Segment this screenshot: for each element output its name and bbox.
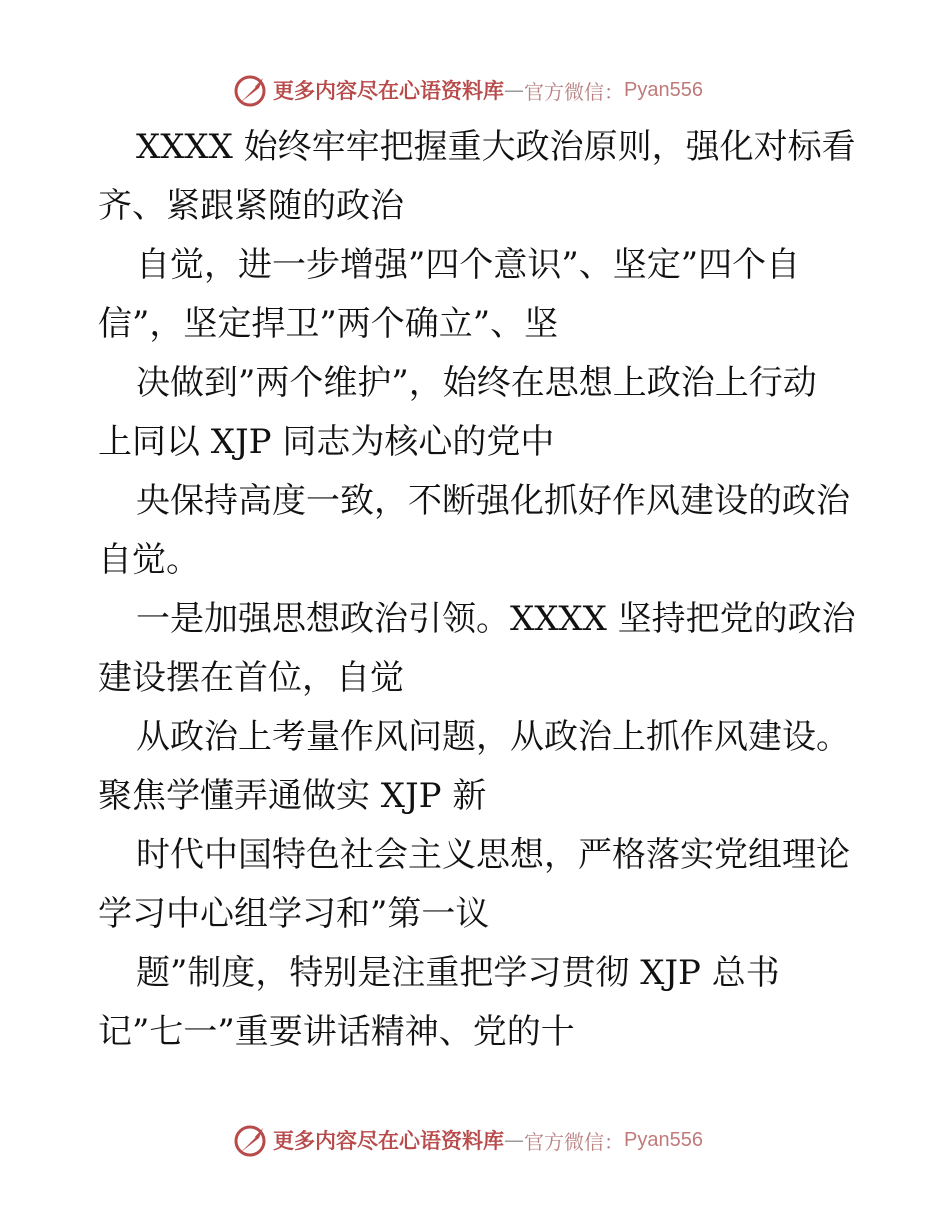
body-line: 自觉。: [98, 540, 200, 580]
body-line: 题”制度，特别是注重把学习贯彻 XJP 总书: [136, 953, 780, 993]
quill-logo-icon: [233, 72, 269, 108]
banner-wechat-id: Pyan556: [624, 78, 703, 101]
document-body: [98, 118, 858, 1062]
body-line: 齐、紧跟紧随的政治: [98, 186, 404, 226]
banner-separator: —: [504, 1128, 524, 1152]
quill-logo-icon: [233, 1122, 269, 1158]
banner-wechat-id: Pyan556: [624, 1128, 703, 1151]
body-line: 一是加强思想政治引领。XXXX 坚持把党的政治: [136, 599, 856, 639]
body-line: 信”，坚定捍卫”两个确立”、坚: [98, 304, 559, 344]
banner-official-label: 官方微信：: [524, 1129, 624, 1154]
banner-separator: —: [504, 78, 524, 102]
body-line: 时代中国特色社会主义思想，严格落实党组理论: [136, 835, 850, 875]
footer-banner: [233, 1122, 703, 1158]
body-line: 学习中心组学习和”第一议: [98, 894, 490, 934]
banner-official-label: 官方微信：: [524, 79, 624, 104]
body-line: XXXX 始终牢牢把握重大政治原则，强化对标看: [136, 127, 856, 167]
body-line: 央保持高度一致，不断强化抓好作风建设的政治: [136, 481, 850, 521]
body-line: 决做到”两个维护”，始终在思想上政治上行动: [136, 363, 817, 403]
banner-brand-text: 更多内容尽在心语资料库: [273, 78, 504, 103]
body-line: 从政治上考量作风问题，从政治上抓作风建设。: [136, 717, 850, 757]
banner-brand-text: 更多内容尽在心语资料库: [273, 1128, 504, 1153]
body-line: 聚焦学懂弄通做实 XJP 新: [98, 776, 487, 816]
body-line: 上同以 XJP 同志为核心的党中: [98, 422, 555, 462]
body-line: 自觉，进一步增强”四个意识”、坚定”四个自: [136, 245, 801, 285]
body-line: 记”七一”重要讲话精神、党的十: [98, 1012, 575, 1052]
header-banner: [233, 72, 703, 108]
body-line: 建设摆在首位，自觉: [98, 658, 404, 698]
